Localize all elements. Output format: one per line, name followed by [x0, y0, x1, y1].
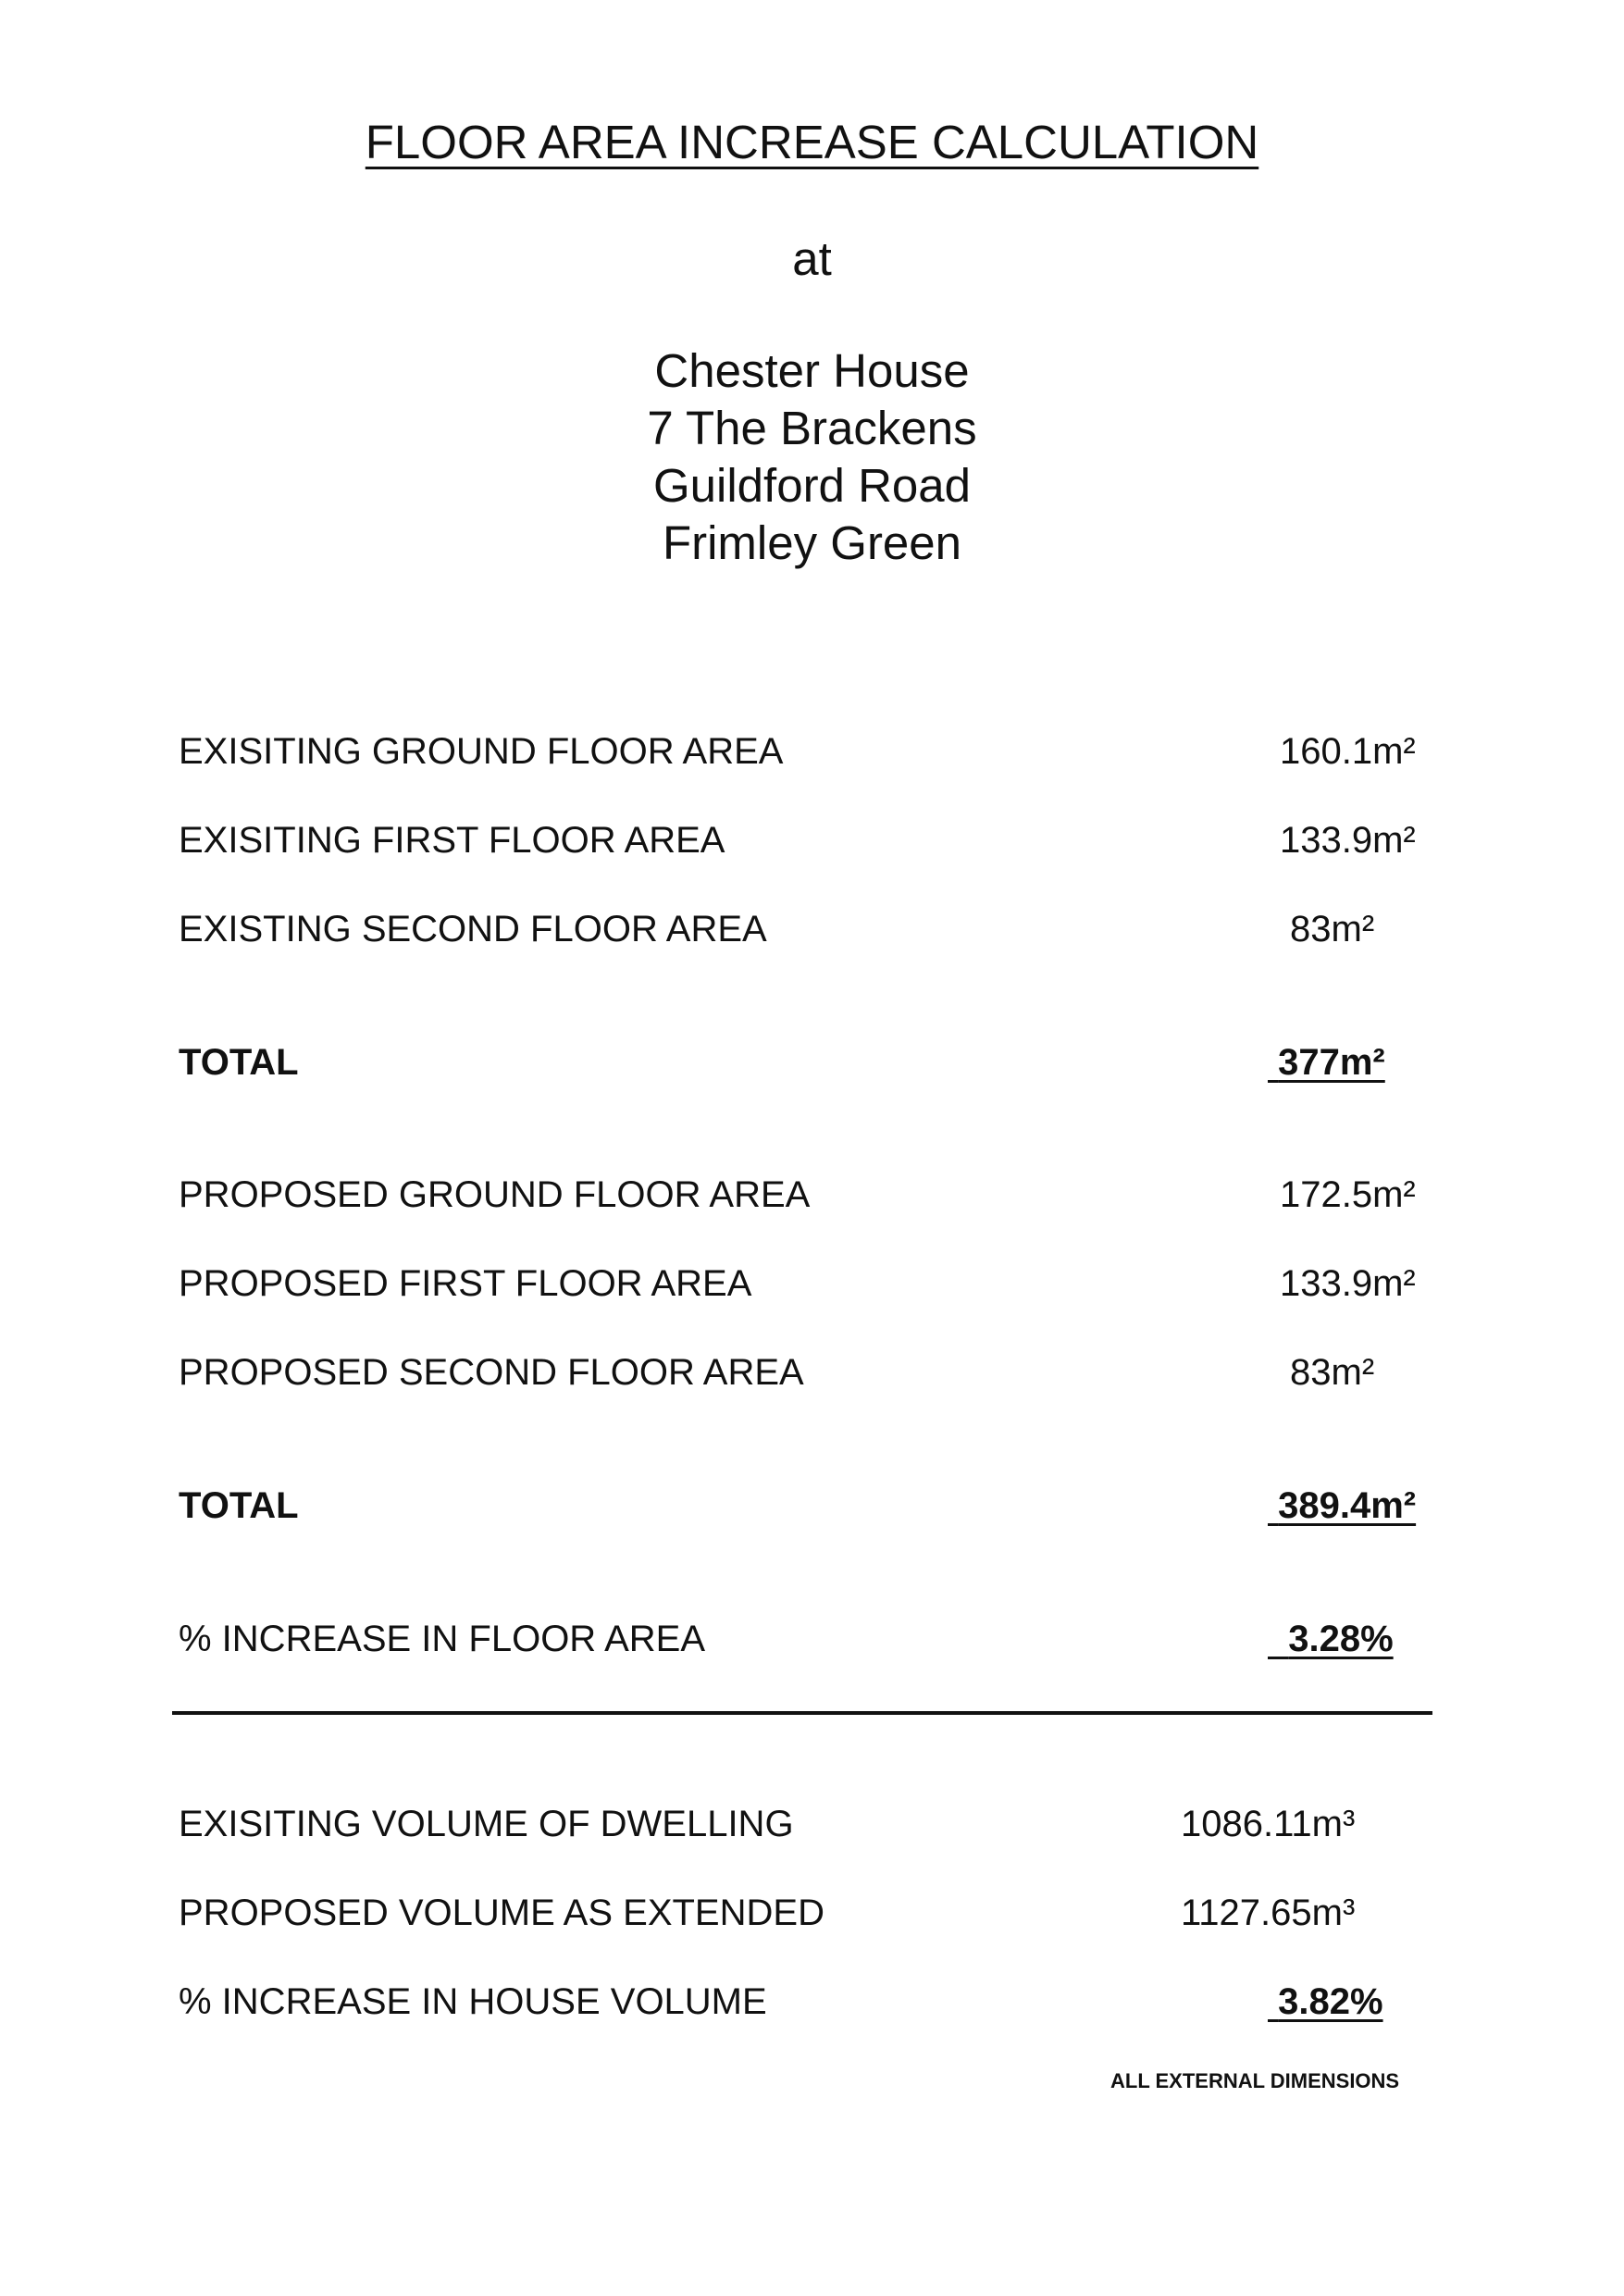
proposed-volume-value: 1127.65m³ — [1181, 1893, 1356, 1933]
document-title: FLOOR AREA INCREASE CALCULATION — [365, 116, 1259, 168]
existing-ground-floor-label: EXISITING GROUND FLOOR AREA — [179, 731, 784, 772]
at-label: at — [792, 232, 832, 285]
existing-first-floor-value: 133.9m² — [1280, 820, 1416, 861]
proposed-first-floor-value: 133.9m² — [1280, 1263, 1416, 1304]
proposed-second-floor-value: 83m² — [1290, 1352, 1375, 1393]
existing-volume-label: EXISITING VOLUME OF DWELLING — [179, 1804, 794, 1844]
divider-line — [172, 1711, 1432, 1715]
floor-area-increase-label: % INCREASE IN FLOOR AREA — [179, 1619, 706, 1659]
address-line: Chester House — [654, 344, 970, 397]
proposed-ground-floor-value: 172.5m² — [1280, 1174, 1416, 1215]
proposed-second-floor-label: PROPOSED SECOND FLOOR AREA — [179, 1352, 804, 1393]
address-line: 7 The Brackens — [647, 402, 977, 454]
existing-total-value: 377m² — [1278, 1042, 1385, 1083]
existing-ground-floor-value: 160.1m² — [1280, 731, 1416, 772]
proposed-volume-label: PROPOSED VOLUME AS EXTENDED — [179, 1893, 824, 1933]
proposed-first-floor-label: PROPOSED FIRST FLOOR AREA — [179, 1263, 752, 1304]
proposed-total-label: TOTAL — [179, 1485, 299, 1526]
proposed-total-value: 389.4m² — [1278, 1485, 1417, 1526]
existing-volume-value: 1086.11m³ — [1181, 1804, 1356, 1844]
proposed-ground-floor-label: PROPOSED GROUND FLOOR AREA — [179, 1174, 811, 1215]
dimensions-note: ALL EXTERNAL DIMENSIONS — [1110, 2069, 1400, 2092]
floor-area-increase-value: 3.28% — [1288, 1619, 1394, 1659]
existing-second-floor-value: 83m² — [1290, 909, 1375, 949]
existing-first-floor-label: EXISITING FIRST FLOOR AREA — [179, 820, 725, 861]
existing-total-label: TOTAL — [179, 1042, 299, 1083]
address-line: Frimley Green — [662, 516, 962, 569]
volume-increase-label: % INCREASE IN HOUSE VOLUME — [179, 1981, 767, 2022]
address-line: Guildford Road — [652, 459, 972, 512]
volume-increase-value: 3.82% — [1278, 1981, 1383, 2022]
existing-second-floor-label: EXISTING SECOND FLOOR AREA — [179, 909, 767, 949]
